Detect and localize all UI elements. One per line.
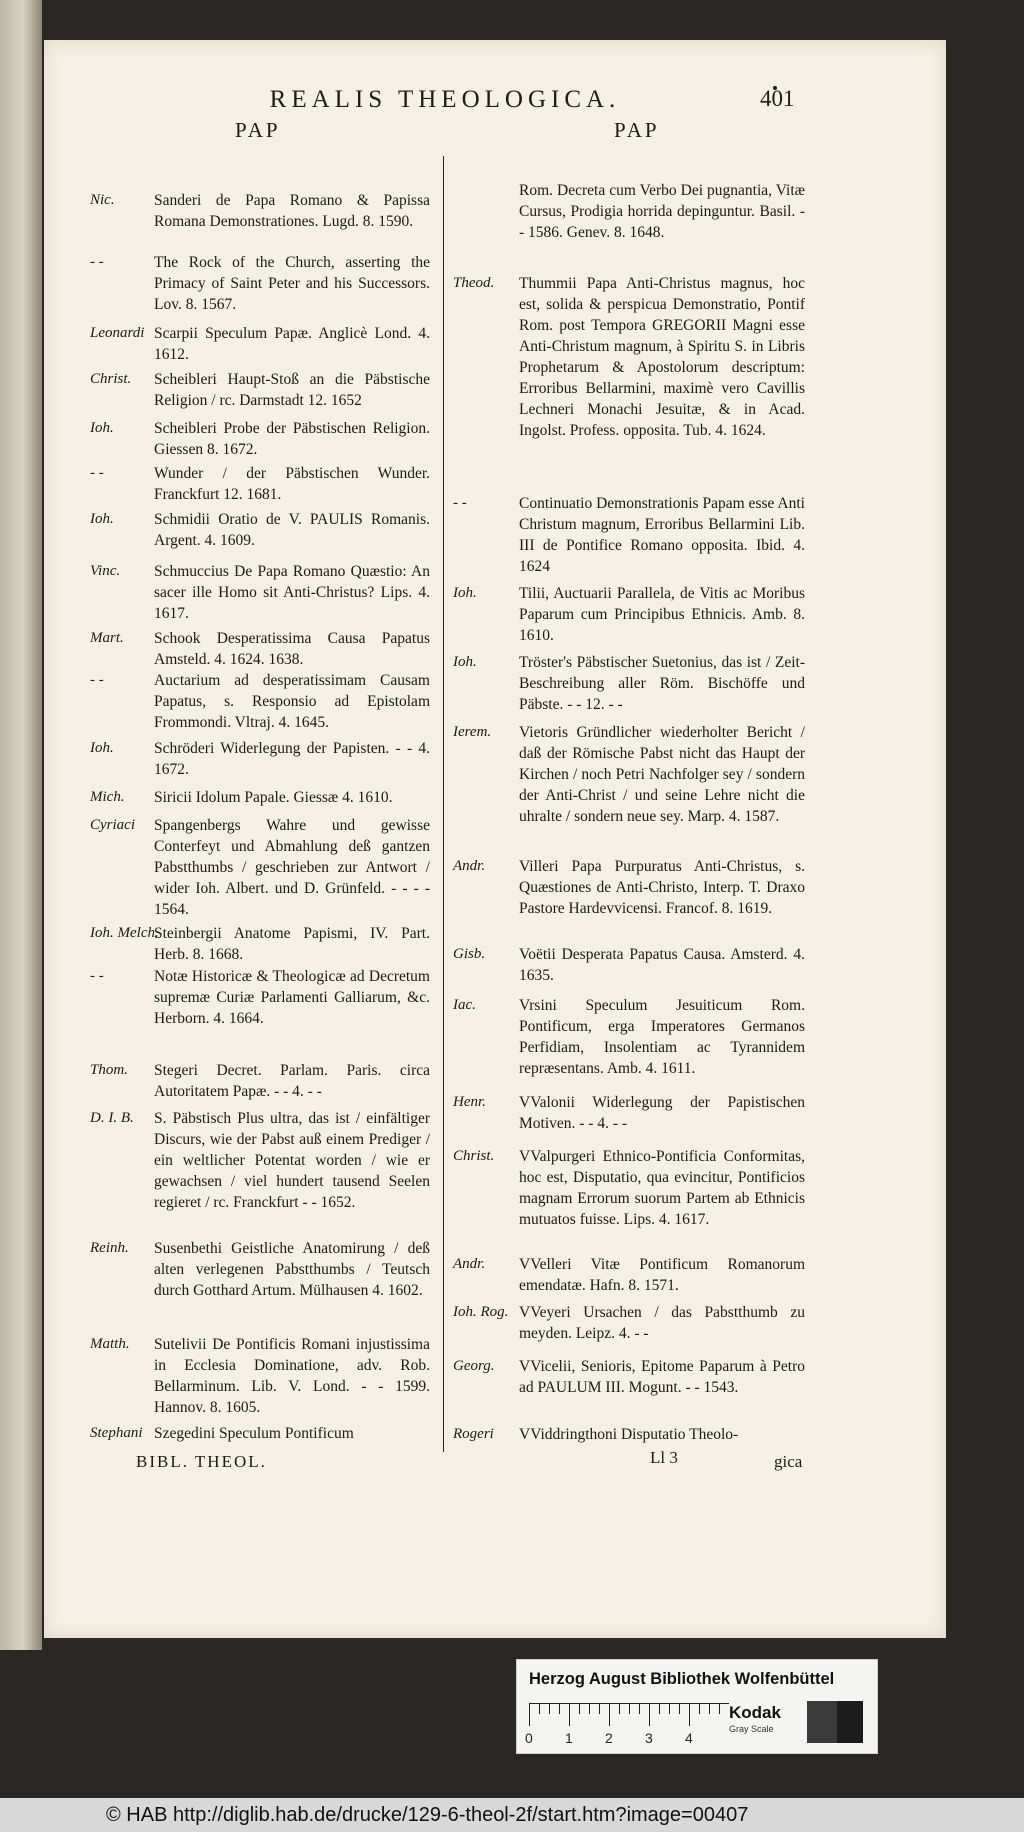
ruler-tick bbox=[669, 1704, 670, 1714]
entry-text: Susenbethi Geistliche Anatomirung / deß alten verlegenen Pabstthumbs / Teutsch durch Gotthard Artum. Mülhausen 4. 1602. bbox=[154, 1240, 430, 1299]
ruler-tick bbox=[579, 1704, 580, 1714]
entry-label: - - bbox=[90, 672, 104, 688]
ruler-tick bbox=[629, 1704, 630, 1714]
entry-text: Spangenbergs Wahre und gewisse Conterfeyt und Abmahlung deß gantzen Pabstthumbs / geschrieben zur Antwort / wider Ioh. Albert. und D. Grünfeld. - - - - 1564. bbox=[154, 817, 430, 918]
copyright-link[interactable]: © HAB http://diglib.hab.de/drucke/129-6-theol-2f/start.htm?image=00407 bbox=[106, 1804, 749, 1826]
catchword: gica bbox=[774, 1452, 803, 1471]
entry-text: Schmidii Oratio de V. PAULIS Romanis. Argent. 4. 1609. bbox=[154, 511, 430, 549]
ruler-tick bbox=[619, 1704, 620, 1714]
entry-label: Theod. bbox=[453, 275, 495, 291]
entry-text: VValonii Widerlegung der Papistischen Motiven. - - 4. - - bbox=[519, 1094, 805, 1132]
entry-text: Tröster's Päbstischer Suetonius, das ist / Zeit-Beschreibung aller Röm. Bischöffe und Päbste. - - 12. - - bbox=[519, 654, 805, 713]
gray-patch bbox=[807, 1701, 837, 1743]
grayscale-label: Gray Scale bbox=[729, 1724, 774, 1734]
entry-text: Sutelivii De Pontificis Romani injustissima in Ecclesia Dominatione, adv. Rob. Bellarminum. Lib. V. Lond. - - 1599. Hannov. 8. 1605. bbox=[154, 1336, 430, 1416]
entry-text: Wunder / der Päbstischen Wunder. Franckfurt 12. 1681. bbox=[154, 465, 430, 503]
entry-label: Iac. bbox=[453, 997, 476, 1013]
entry-text: Szegedini Speculum Pontificum bbox=[154, 1425, 354, 1442]
entry-text: Notæ Historicæ & Theologicæ ad Decretum supremæ Curiæ Parlamenti Galliarum, &c. Herborn. 4. 1664. bbox=[154, 968, 430, 1027]
entry-text: VViddringthoni Disputatio Theolo- bbox=[519, 1426, 739, 1443]
entry-label: Mich. bbox=[90, 789, 125, 805]
ruler-tick bbox=[699, 1704, 700, 1714]
entry-label: Vinc. bbox=[90, 563, 121, 579]
entry-text: Auctarium ad desperatissimam Causam Papatus, s. Responsio ad Epistolam Frommondi. Vltraj. 4. 1645. bbox=[154, 672, 430, 731]
entry-text: Tilii, Auctuarii Parallela, de Vitis ac Moribus Paparum cum Principibus Ethnicis. Amb. 8. 1610. bbox=[519, 585, 805, 644]
ruler-tick bbox=[689, 1704, 690, 1726]
entry-text: Scheibleri Haupt-Stoß an die Päbstische Religion / rc. Darmstadt 12. 1652 bbox=[154, 371, 430, 409]
footer-title: BIBL. THEOL. bbox=[136, 1452, 267, 1471]
entry-text: Scheibleri Probe der Päbstischen Religion. Giessen 8. 1672. bbox=[154, 420, 430, 458]
ruler-tick bbox=[569, 1704, 570, 1726]
entry-label: Ioh. bbox=[453, 654, 477, 670]
entry-label: Georg. bbox=[453, 1358, 495, 1374]
entry-text: Schröderi Widerlegung der Papisten. - - 4. 1672. bbox=[154, 740, 430, 778]
ruler-tick bbox=[709, 1704, 710, 1714]
entry-label: Cyriaci bbox=[90, 817, 135, 833]
ruler-tick bbox=[659, 1704, 660, 1714]
signature-mark: Ll 3 bbox=[650, 1448, 678, 1467]
entry-label: Andr. bbox=[453, 858, 486, 874]
entry-text: Schook Desperatissima Causa Papatus Amsteld. 4. 1624. 1638. bbox=[154, 630, 430, 668]
entry-label: Ierem. bbox=[453, 724, 492, 740]
entry-text: Voëtii Desperata Papatus Causa. Amsterd. 4. 1635. bbox=[519, 946, 805, 984]
entry-text: Scarpii Speculum Papæ. Anglicè Lond. 4. 1612. bbox=[154, 325, 430, 363]
entry-label: Mart. bbox=[90, 630, 124, 646]
entry-text: Sanderi de Papa Romano & Papissa Romana Demonstrationes. Lugd. 8. 1590. bbox=[154, 192, 430, 230]
entry-label: Ioh. Rog. bbox=[453, 1304, 509, 1320]
left-column-heading: PAP bbox=[235, 118, 281, 142]
entry-label: Ioh. bbox=[90, 740, 114, 756]
ruler-label: 0 bbox=[525, 1730, 533, 1746]
ruler bbox=[529, 1703, 729, 1728]
copyright-bar bbox=[0, 1798, 1024, 1832]
entry-text: VVeyeri Ursachen / das Pabstthumb zu meyden. Leipz. 4. - - bbox=[519, 1304, 805, 1342]
entry-text: Steinbergii Anatome Papismi, IV. Part. Herb. 8. 1668. bbox=[154, 925, 430, 963]
scale-card bbox=[516, 1659, 878, 1754]
entry-text: Continuatio Demonstrationis Papam esse Anti Christum magnum, Erroribus Bellarmini Lib. III de Pontifice Romano opposita. Ibid. 4. 1624 bbox=[519, 495, 805, 575]
library-name: Herzog August Bibliothek Wolfenbüttel bbox=[529, 1670, 835, 1688]
right-column-heading: PAP bbox=[614, 118, 660, 142]
entry-text: VVelleri Vitæ Pontificum Romanorum emendatæ. Hafn. 8. 1571. bbox=[519, 1256, 805, 1294]
ruler-label: 1 bbox=[565, 1730, 573, 1746]
column-divider bbox=[443, 156, 444, 1452]
page-number: 401 bbox=[760, 86, 795, 111]
ruler-tick bbox=[639, 1704, 640, 1714]
entry-label: Ioh. bbox=[90, 420, 114, 436]
entry-label: D. I. B. bbox=[90, 1110, 134, 1126]
adjacent-page-edge bbox=[0, 0, 42, 1650]
entry-text: Villeri Papa Purpuratus Anti-Christus, s. Quæstiones de Anti-Christo, Interp. T. Draxo Pastore Hardevvicensi. Francof. 8. 1619. bbox=[519, 858, 805, 917]
ruler-label: 3 bbox=[645, 1730, 653, 1746]
ruler-tick bbox=[719, 1704, 720, 1714]
entry-text: VValpurgeri Ethnico-Pontificia Conformitas, hoc est, Disputatio, qua evincitur, Pontificios magnam Errorum suorum Partem ab Ethnicis mutuatos fuisse. Lips. 4. 1617. bbox=[519, 1148, 805, 1228]
ruler-tick bbox=[649, 1704, 650, 1726]
entry-text: S. Päbstisch Plus ultra, das ist / einfältiger Discurs, wie der Pabst auß einem Prediger / ein weltlicher Potentat worden / wie er gewachsen / viel hundert tausend Seelen regieret / rc. Franckfurt - - 1652. bbox=[154, 1110, 430, 1211]
entry-label: - - bbox=[90, 968, 104, 984]
entry-label: Nic. bbox=[90, 192, 115, 208]
entry-text: Vrsini Speculum Jesuiticum Rom. Pontificum, erga Imperatores Germanos Perfidiam, Insolentiam ac Tyrannidem repræsentans. Amb. 4. 1611. bbox=[519, 997, 805, 1077]
entry-label: - - bbox=[453, 495, 467, 511]
gray-patch bbox=[837, 1701, 863, 1743]
ruler-tick bbox=[529, 1704, 530, 1726]
entry-text: VVicelii, Senioris, Epitome Paparum à Petro ad PAULUM III. Mogunt. - - 1543. bbox=[519, 1358, 805, 1396]
entry-label: Matth. bbox=[90, 1336, 130, 1352]
ruler-tick bbox=[559, 1704, 560, 1714]
entry-label: Christ. bbox=[90, 371, 132, 387]
entry-text: The Rock of the Church, asserting the Primacy of Saint Peter and his Successors. Lov. 8. 1567. bbox=[154, 254, 430, 313]
entry-text: Thummii Papa Anti-Christus magnus, hoc est, solida & perspicua Demonstratio, Pontif Rom. post Tempora GREGORII Magni esse Anti-Christum magnum, à Spiritu S. in Libris Prophetarum & Apostolorum descriptum: Erroribus Bellarmini, maximè vero Cavillis Lechneri Monachi Jesuitæ, & in Acad. Ingolst. Profess. opposita. Tub. 4. 1624. bbox=[519, 275, 805, 439]
ruler-label: 4 bbox=[685, 1730, 693, 1746]
entry-label: Christ. bbox=[453, 1148, 495, 1164]
entry-label: Leonardi bbox=[90, 325, 145, 341]
entry-label: Ioh. Melch. bbox=[90, 925, 159, 941]
entry-label: Rogeri bbox=[453, 1426, 494, 1442]
entry-label: Reinh. bbox=[90, 1240, 129, 1256]
ruler-label: 2 bbox=[605, 1730, 613, 1746]
entry-label: - - bbox=[90, 254, 104, 270]
entry-label: - - bbox=[90, 465, 104, 481]
ruler-tick bbox=[679, 1704, 680, 1714]
entry-text: Stegeri Decret. Parlam. Paris. circa Autoritatem Papæ. - - 4. - - bbox=[154, 1062, 430, 1100]
entry-label: Thom. bbox=[90, 1062, 128, 1078]
ruler-tick bbox=[539, 1704, 540, 1714]
entry-label: Ioh. bbox=[453, 585, 477, 601]
entry-text: Schmuccius De Papa Romano Quæstio: An sacer ille Homo sit Anti-Christus? Lips. 4. 1617. bbox=[154, 563, 430, 622]
running-head: REALIS THEOLOGICA. bbox=[269, 86, 621, 113]
entry-label: Andr. bbox=[453, 1256, 486, 1272]
ruler-tick bbox=[609, 1704, 610, 1726]
ruler-tick bbox=[549, 1704, 550, 1714]
ruler-tick bbox=[599, 1704, 600, 1714]
entry-label: Stephani bbox=[90, 1425, 143, 1441]
entry-label: Gisb. bbox=[453, 946, 486, 962]
entry-text: Vietoris Gründlicher wiederholter Bericht / daß der Römische Pabst nicht das Haupt der Kirchen / noch Petri Nachfolger sey / sondern der Anti-Christ / und seine Lehre nicht die uhralte / sondern neue sey. Marp. 4. 1587. bbox=[519, 724, 805, 825]
entry-text: Rom. Decreta cum Verbo Dei pugnantia, Vitæ Cursus, Prodigia horrida depinguntur. Basil. - - 1586. Genev. 8. 1648. bbox=[519, 182, 805, 241]
entry-label: Henr. bbox=[453, 1094, 486, 1110]
ruler-tick bbox=[589, 1704, 590, 1714]
entry-label: Ioh. bbox=[90, 511, 114, 527]
entry-text: Siricii Idolum Papale. Giessæ 4. 1610. bbox=[154, 789, 393, 806]
kodak-logo: Kodak bbox=[729, 1703, 781, 1722]
